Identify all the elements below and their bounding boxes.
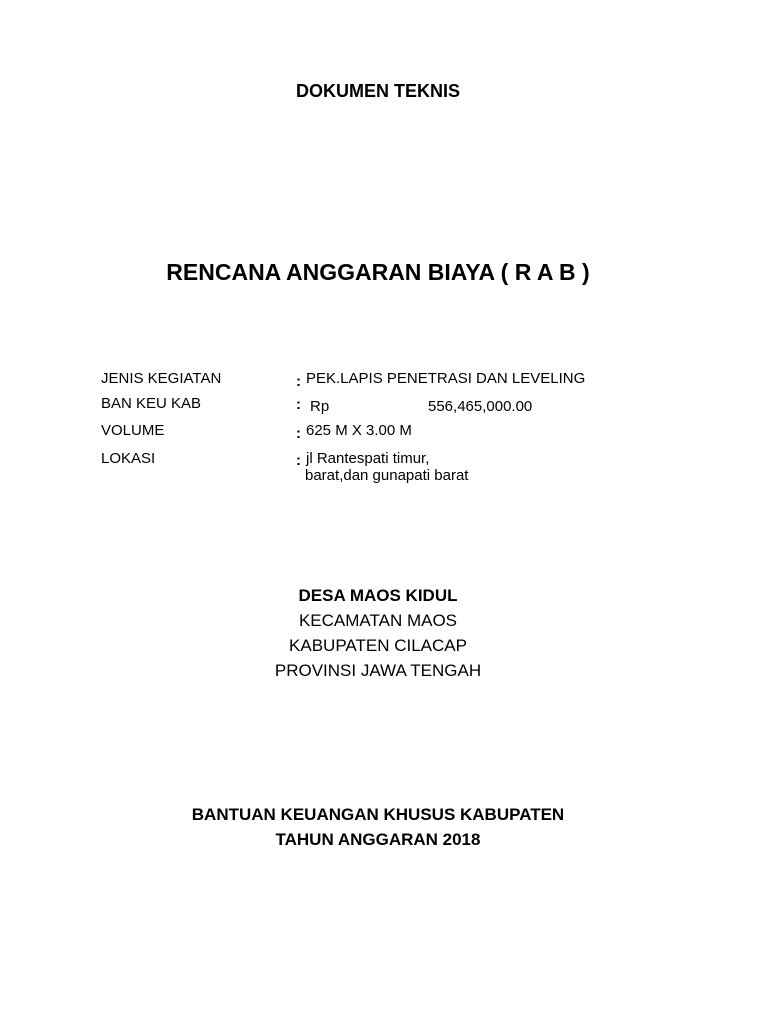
funding-amount: 556,465,000.00 (428, 398, 533, 415)
fiscal-year: TAHUN ANGGARAN 2018 (275, 830, 481, 849)
funding-colon: : (296, 396, 301, 413)
village-name: DESA MAOS KIDUL (298, 586, 458, 605)
volume-label: VOLUME (101, 422, 165, 439)
activity-type-label: JENIS KEGIATAN (101, 370, 222, 387)
funding-label: BAN KEU KAB (101, 395, 202, 412)
province-name: PROVINSI JAWA TENGAH (274, 661, 482, 680)
location-value-line1: jl Rantespati timur, (306, 450, 430, 467)
document-type-heading: DOKUMEN TEKNIS (295, 81, 460, 101)
location-label: LOKASI (101, 450, 156, 467)
activity-type-colon: : (296, 373, 301, 390)
document-title: RENCANA ANGGARAN BIAYA ( R A B ) (166, 259, 590, 285)
funding-currency: Rp (310, 398, 330, 415)
location-colon: : (296, 452, 301, 469)
volume-colon: : (296, 425, 301, 442)
funding-program: BANTUAN KEUANGAN KHUSUS KABUPATEN (191, 805, 565, 824)
regency-name: KABUPATEN CILACAP (289, 636, 467, 655)
location-value-line2: barat,dan gunapati barat (305, 467, 469, 484)
district-name: KECAMATAN MAOS (298, 611, 458, 630)
activity-type-value: PEK.LAPIS PENETRASI DAN LEVELING (306, 370, 586, 387)
volume-value: 625 M X 3.00 M (306, 422, 412, 439)
